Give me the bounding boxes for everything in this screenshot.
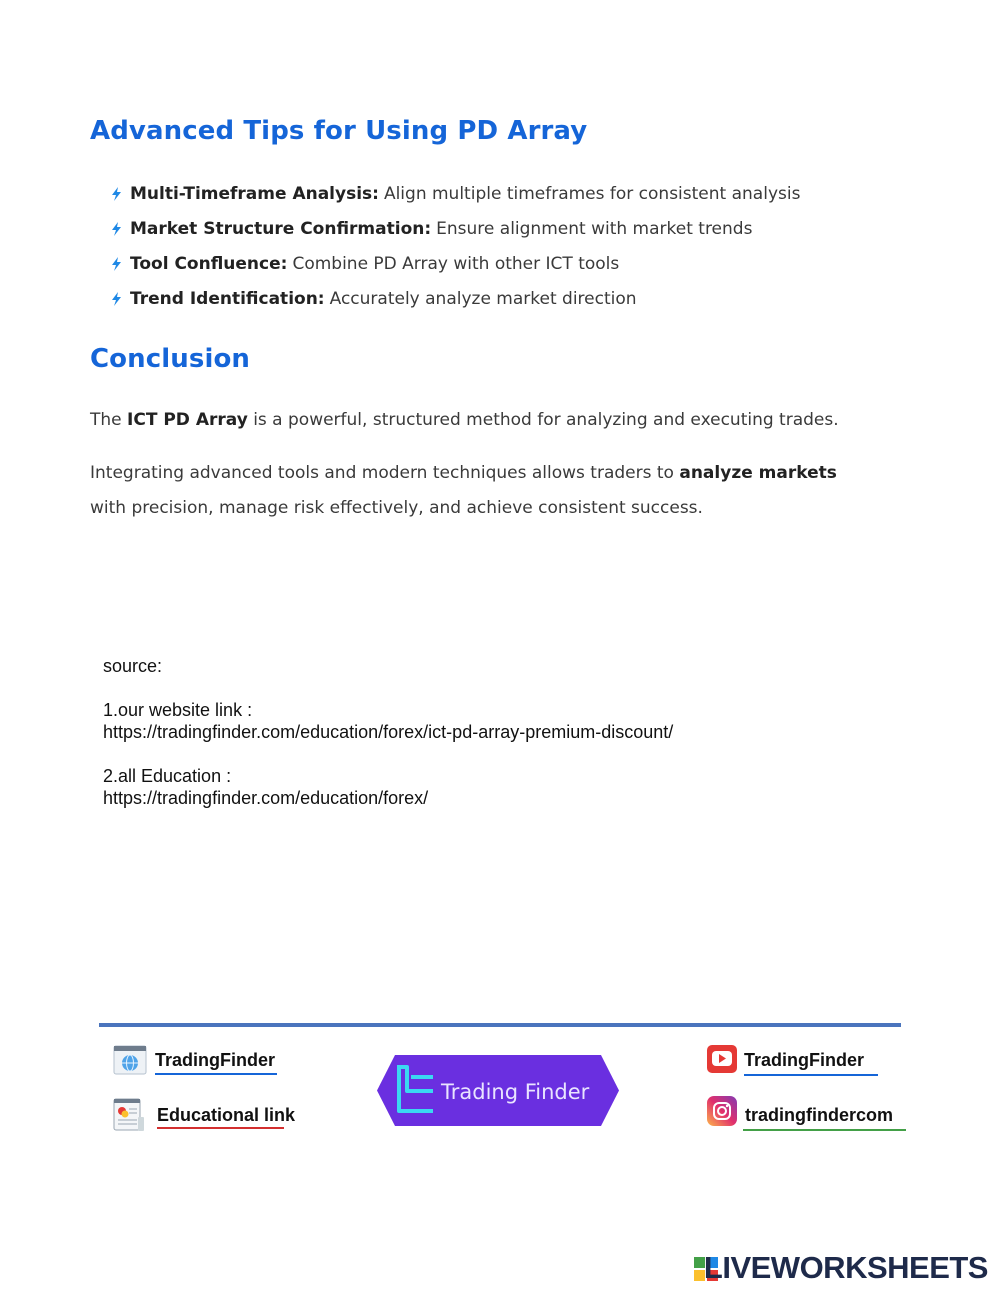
youtube-link[interactable]: TradingFinder	[744, 1050, 865, 1070]
bolt-icon	[112, 252, 130, 276]
conclusion-paragraph-1	[90, 403, 839, 438]
trading-finder-logo	[377, 1055, 619, 1126]
document-icon	[111, 1097, 147, 1133]
logo-text: Trading Finder	[441, 1080, 590, 1104]
p2-line2: with precision, manage risk effectively, and achieve consistent success.	[90, 498, 703, 518]
list-item	[112, 252, 800, 287]
source-item-1-label: 1.our website link :	[103, 700, 253, 720]
conclusion-paragraph-2	[90, 456, 837, 526]
source-item-2-link[interactable]: https://tradingfinder.com/education/forex/	[103, 788, 429, 808]
bolt-icon	[112, 217, 130, 241]
tip-desc: Ensure alignment with market trends	[436, 219, 753, 239]
p2-text: Integrating advanced tools and modern techniques allows traders to	[90, 463, 680, 483]
tip-desc: Combine PD Array with other ICT tools	[292, 254, 620, 274]
instagram-icon	[707, 1096, 737, 1126]
youtube-link-underline	[744, 1074, 878, 1076]
list-item	[112, 182, 800, 217]
bolt-icon	[112, 182, 130, 206]
liveworksheets-brand: LIVEWORKSHEETS	[703, 1250, 988, 1285]
website-link[interactable]: TradingFinder	[155, 1050, 276, 1070]
source-item-1-link[interactable]: https://tradingfinder.com/education/forex/ict-pd-array-premium-discount/	[103, 722, 674, 742]
globe-icon	[113, 1045, 147, 1075]
bolt-icon	[112, 287, 130, 311]
p1-text: The	[90, 410, 128, 430]
list-item	[112, 217, 800, 252]
tip-title: Trend Identification:	[130, 289, 325, 309]
p2-bold: analyze markets	[679, 463, 837, 483]
tip-title: Tool Confluence:	[130, 254, 288, 274]
tip-title: Market Structure Confirmation:	[130, 219, 432, 239]
p1-bold: ICT PD Array	[127, 410, 248, 430]
tips-list	[112, 182, 800, 322]
p1-text-end: is a powerful, structured method for analyzing and executing trades.	[247, 410, 839, 430]
instagram-link[interactable]: tradingfindercom	[745, 1105, 894, 1125]
educational-link-underline	[157, 1127, 284, 1129]
source-item-2-label: 2.all Education :	[103, 766, 232, 786]
tip-desc: Accurately analyze market direction	[329, 289, 637, 309]
tip-desc: Align multiple timeframes for consistent analysis	[383, 184, 801, 204]
tips-heading: Advanced Tips for Using PD Array	[90, 116, 588, 146]
footer-divider	[99, 1023, 901, 1027]
source-label: source:	[103, 656, 163, 676]
instagram-link-underline	[743, 1129, 906, 1131]
list-item	[112, 287, 800, 322]
tip-title: Multi-Timeframe Analysis:	[130, 184, 379, 204]
educational-link[interactable]: Educational link	[157, 1105, 296, 1125]
youtube-icon	[707, 1045, 737, 1073]
website-link-underline	[155, 1073, 277, 1075]
conclusion-heading: Conclusion	[90, 344, 251, 374]
